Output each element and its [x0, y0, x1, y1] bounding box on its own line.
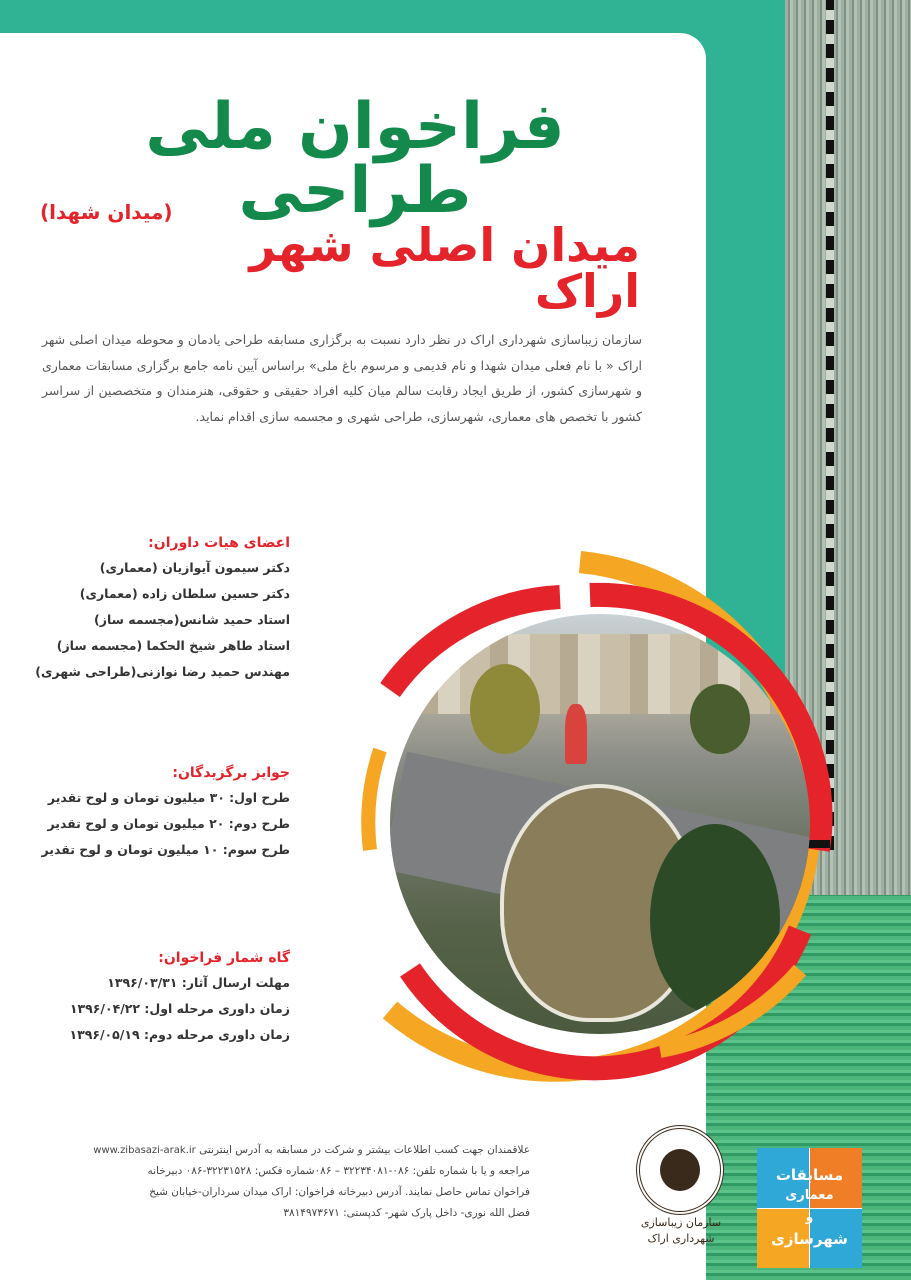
footer-line-1	[40, 1140, 530, 1161]
prize-item: طرح دوم: ۲۰ میلیون تومان و لوح تقدیر	[47, 816, 290, 831]
prizes-heading: جوایز برگزیدگان:	[172, 765, 290, 781]
schedule-heading: گاه شمار فراخوان:	[158, 950, 290, 966]
jury-heading: اعضای هیات داوران:	[148, 535, 290, 551]
jury-section	[35, 535, 290, 685]
black-tick	[808, 840, 830, 848]
footer-line-2: مراجعه و یا با شماره تلفن: ۰۸۶-۳۲۲۳۴۰۸۱ – ۰۸۶شماره فکس: ۳۲۲۳۱۵۲۸-۰۸۶ دبیرخانه	[147, 1165, 530, 1177]
logo-word: و	[805, 1210, 814, 1224]
jury-member: استاد طاهر شیخ الحکما (مجسمه ساز)	[56, 638, 290, 653]
schedule-item: مهلت ارسال آثار: ۱۳۹۶/۰۳/۳۱	[107, 975, 290, 990]
orange-arc-left	[368, 750, 380, 850]
website-link[interactable]: www.zibasazi-arak.ir	[93, 1145, 196, 1156]
monument-image	[565, 704, 587, 764]
municipality-seal-icon	[636, 1125, 724, 1215]
aerial-square-photo	[390, 614, 810, 1034]
seal-caption-line: سازمان زیباسازی	[640, 1216, 722, 1229]
footer-text: علاقمندان جهت کسب اطلاعات بیشتر و شرکت در مسابقه به آدرس اینترنتی	[199, 1144, 530, 1156]
jury-member: استاد حمید شانس(مجسمه ساز)	[94, 612, 290, 627]
schedule-section	[40, 950, 290, 1048]
logo-word: مسابقات	[775, 1166, 844, 1184]
seal-caption-line: شهرداری اراک	[647, 1232, 715, 1245]
secondary-title: میدان اصلی شهر اراک	[249, 218, 640, 318]
title-subtitle: (میدان شهدا)	[40, 200, 173, 224]
schedule-item: زمان داوری مرحله اول: ۱۳۹۶/۰۴/۲۲	[69, 1001, 290, 1016]
footer-line-3: فراخوان تماس حاصل نمایند. آدرس دبیرخانه فراخوان: اراک میدان سرداران-خیابان شیخ	[149, 1186, 530, 1198]
footer-line-4: فضل الله نوری- داخل پارک شهر- کدپستی: ۳۸۱۴۹۷۳۶۷۱	[283, 1207, 530, 1219]
prize-item: طرح سوم: ۱۰ میلیون تومان و لوح تقدیر	[41, 842, 290, 857]
competition-logo	[757, 1148, 862, 1268]
schedule-item: زمان داوری مرحله دوم: ۱۳۹۶/۰۵/۱۹	[69, 1027, 290, 1042]
logo-word: شهرسازی	[771, 1230, 848, 1248]
jury-member: مهندس حمید رضا نوازنی(طراحی شهری)	[35, 664, 290, 679]
photo-ring-graphic	[330, 550, 865, 1085]
prize-item: طرح اول: ۳۰ میلیون تومان و لوح تقدیر	[47, 790, 290, 805]
main-title: فراخوان ملی طراحی	[145, 90, 565, 228]
logo-word: معماری	[785, 1188, 834, 1203]
jury-member: دکتر حسین سلطان زاده (معماری)	[79, 586, 290, 601]
contact-footer	[40, 1140, 530, 1224]
prizes-section	[40, 765, 290, 863]
jury-member: دکتر سیمون آیوازیان (معماری)	[99, 560, 290, 575]
intro-paragraph: سازمان زیباسازی شهرداری اراک در نظر دارد نسبت به برگزاری مسابقه طراحی یادمان و محوطه میدان اصلی شهر اراک « با نام فعلی میدان شهدا و نام قدیمی و مرسوم باغ ملی» براساس آیین نامه جامع برگزاری مسابقات معماری و شهرسازی کشور، از طریق ایجاد رقابت سالم میان کلیه افراد حقیقی و حقوقی، هنرمندان و متخصصین از سراسر کشور با تخصص های معماری، شهرسازی، طراحی شهری و مجسمه سازی اقدام نماید.	[42, 332, 642, 424]
seal-caption	[636, 1215, 726, 1247]
